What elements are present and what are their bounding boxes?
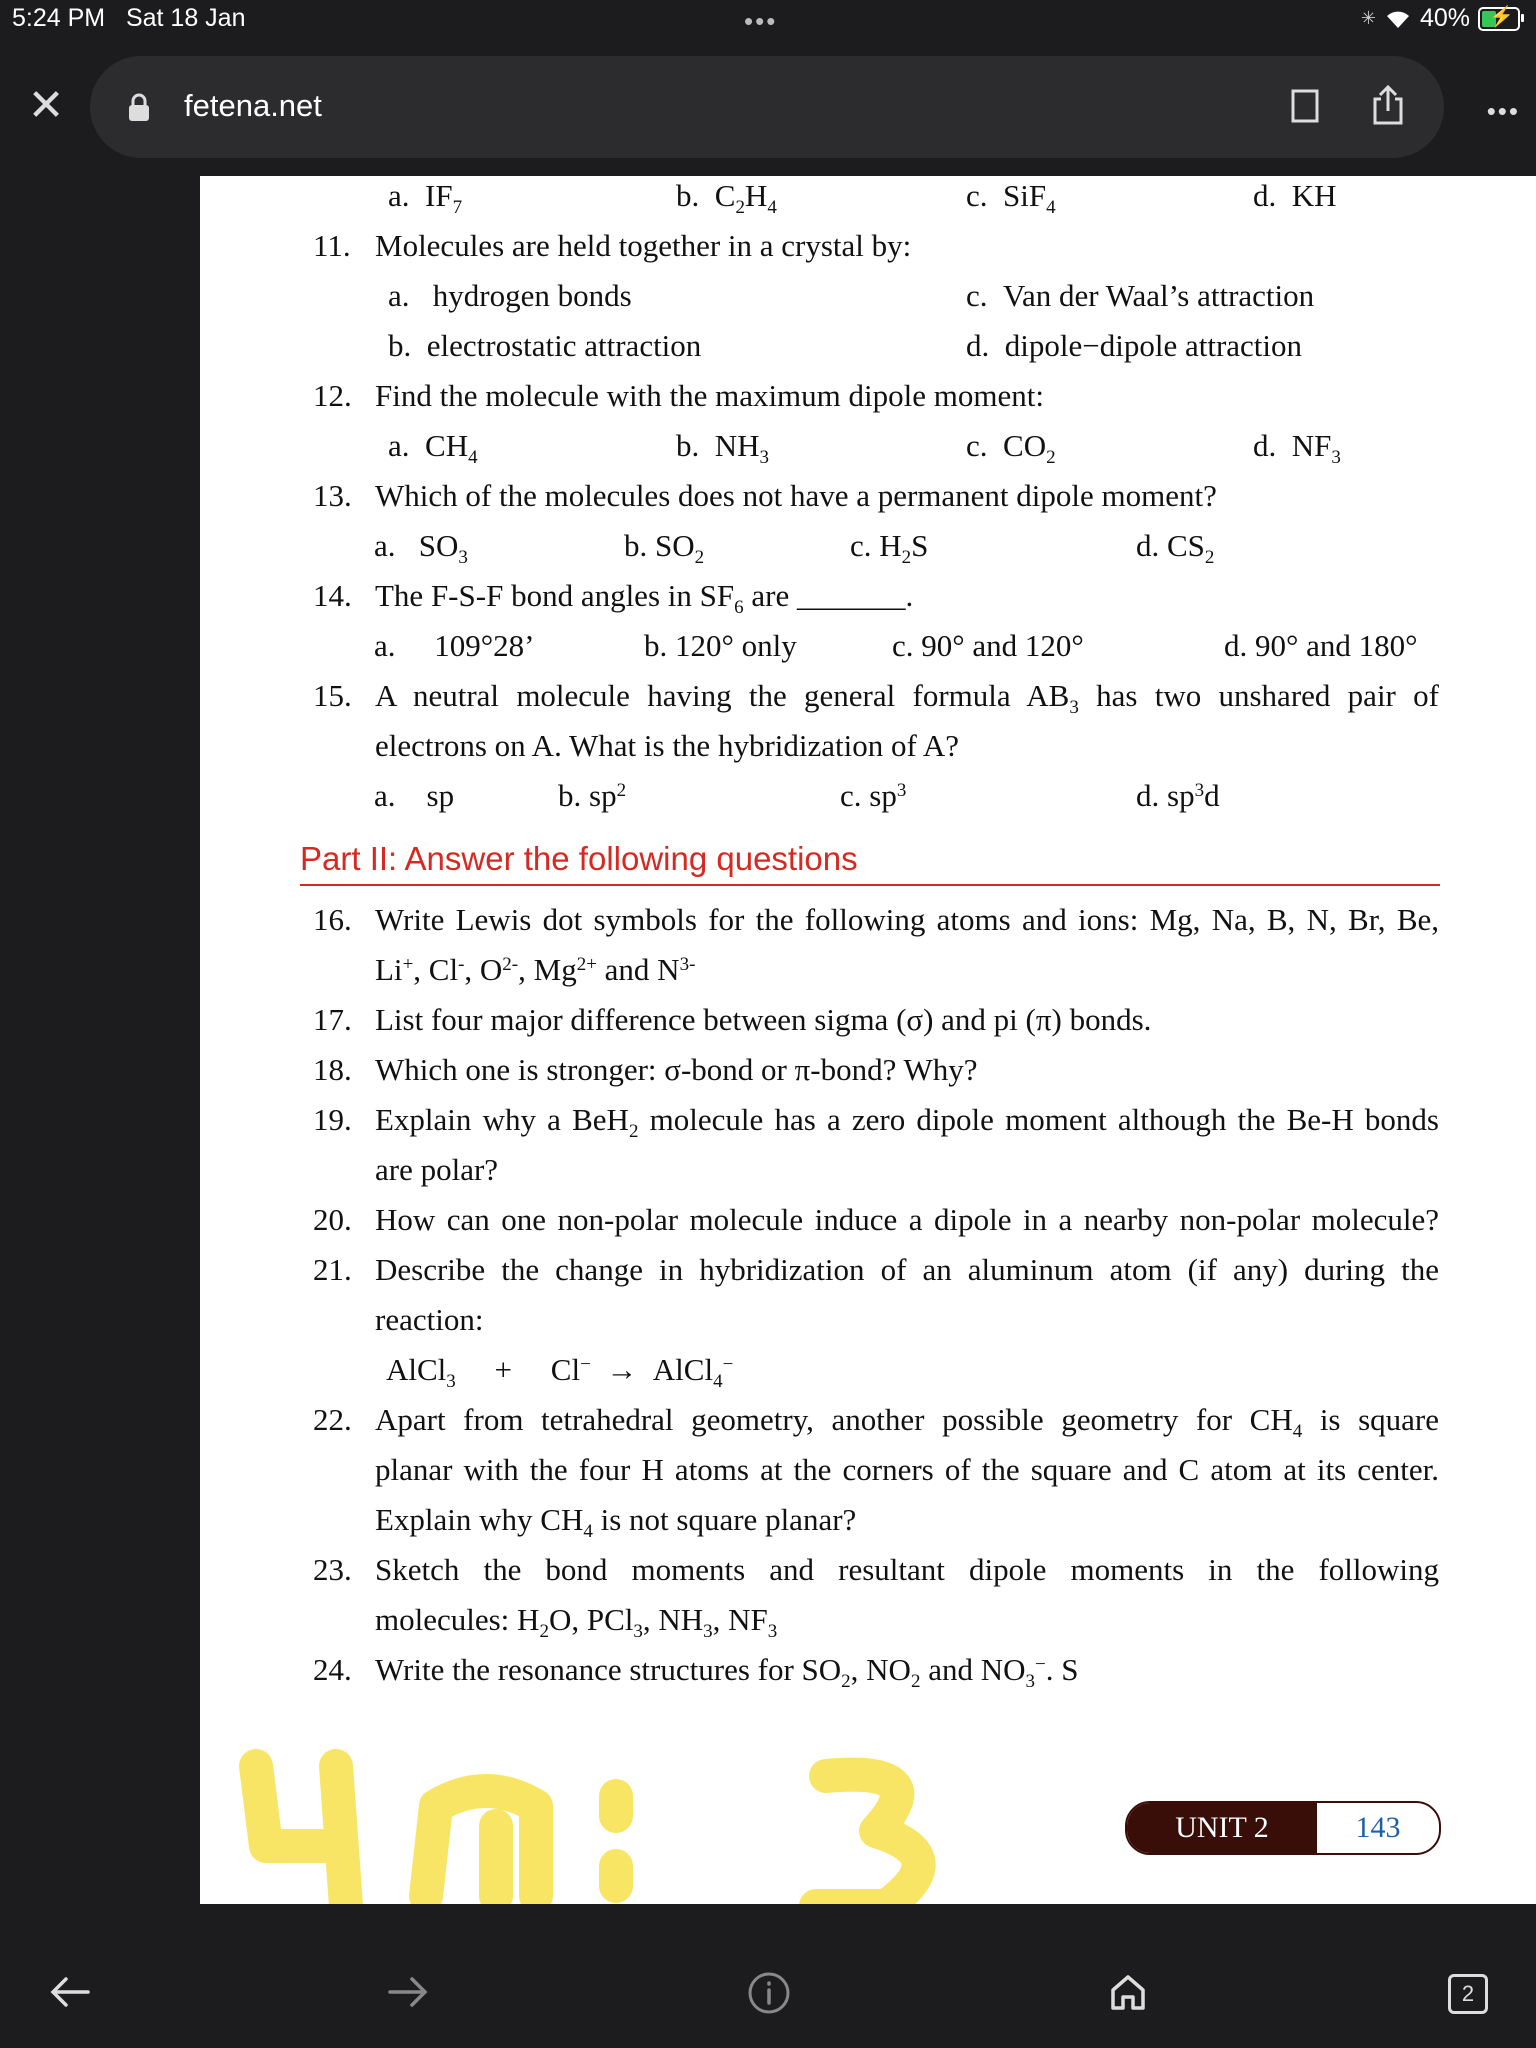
q15-option-d: d. $sp^3d$: [1136, 778, 1220, 813]
q21-text-line2: reaction:: [375, 1302, 484, 1337]
q14-option-c: c. 90° and 120°: [892, 628, 1084, 663]
browser-toolbar: [0, 56, 1536, 162]
forward-arrow-icon[interactable]: [386, 1974, 430, 2010]
wifi-icon: [1384, 8, 1412, 30]
unit-badge: [1125, 1801, 1441, 1855]
q16-text-line1: Write Lewis dot symbols for the following atoms and ions: Mg, Na, B, N, Br, Be,: [375, 902, 1439, 937]
highlighter-scribble: [236, 1736, 956, 1904]
q12-option-a: a. $CH_4$: [388, 428, 478, 468]
q21-number: 21.: [313, 1252, 352, 1287]
q10-option-a: a. $IF_7$: [388, 178, 463, 218]
q12-number: 12.: [313, 378, 352, 413]
q22-text-line3: Explain why $CH_4$ is not square planar?: [375, 1502, 857, 1542]
q11-option-d: d. dipole−dipole attraction: [966, 328, 1303, 363]
q14-option-d: d. 90° and 180°: [1224, 628, 1418, 663]
share-icon[interactable]: [1370, 84, 1406, 126]
q13-option-a: a. $SO_3$: [374, 528, 468, 568]
q11-number: 11.: [313, 228, 351, 263]
q12-option-d: d. $NF_3$: [1253, 428, 1341, 468]
battery-icon: ⚡: [1478, 7, 1520, 31]
heading-underline: [300, 884, 1440, 886]
q10-option-c: c. SiF$_4$: [966, 178, 1056, 218]
q22-number: 22.: [313, 1402, 352, 1437]
battery-percent: 40%: [1419, 4, 1470, 32]
unit-label: UNIT 2: [1127, 1803, 1317, 1853]
q15-option-a: a. sp: [374, 778, 455, 813]
q16-text-line2: Li+, Cl-, $O^{2-}$, $Mg^{2+}$ and $N^{3-}$: [375, 952, 696, 987]
q10-option-b: b. $C_2H_4$: [676, 178, 777, 218]
url-text[interactable]: fetena.net: [184, 88, 322, 123]
more-icon[interactable]: •••: [1486, 96, 1520, 126]
q13-option-d: d. $CS_2$: [1136, 528, 1215, 568]
q10-option-d: d. KH: [1253, 178, 1337, 213]
q13-text: Which of the molecules does not have a permanent dipole moment?: [375, 478, 1217, 513]
q17-number: 17.: [313, 1002, 352, 1037]
q14-number: 14.: [313, 578, 352, 613]
q18-text: Which one is stronger: σ-bond or π-bond? Why?: [375, 1052, 978, 1087]
q13-option-c: c. $H_2S$: [850, 528, 929, 568]
multitask-dots-icon[interactable]: •••: [744, 6, 778, 36]
q12-option-c: c. $CO_2$: [966, 428, 1056, 468]
address-bar[interactable]: [90, 56, 1444, 158]
q17-text: List four major difference between sigma (σ) and pi (π) bonds.: [375, 1002, 1152, 1037]
q18-number: 18.: [313, 1052, 352, 1087]
home-icon[interactable]: [1108, 1972, 1148, 2012]
q11-option-a: a. hydrogen bonds: [388, 278, 632, 313]
back-arrow-icon[interactable]: [48, 1974, 92, 2010]
q14-text: The F-S-F bond angles in $SF_6$ are _______.: [375, 578, 914, 618]
part-heading: Part II: Answer the following questions: [300, 840, 858, 877]
bookmark-icon[interactable]: [1290, 88, 1320, 124]
q22-text-line2: planar with the four H atoms at the corners of the square and C atom at its center.: [375, 1452, 1439, 1487]
q19-text-line2: are polar?: [375, 1152, 499, 1187]
q24-number: 24.: [313, 1652, 352, 1687]
q19-number: 19.: [313, 1102, 352, 1137]
status-indicators: [1361, 4, 1520, 33]
tabs-count: 2: [1461, 1981, 1475, 2006]
q14-option-a: a. 109°28’: [374, 628, 535, 663]
q20-number: 20.: [313, 1202, 352, 1237]
q23-number: 23.: [313, 1552, 352, 1587]
q19-text-line1: Explain why a BeH$_2$ molecule has a zero dipole moment although the Be-H bonds: [375, 1102, 1439, 1142]
q11-option-c: c. Van der Waal’s attraction: [966, 278, 1315, 313]
q12-option-b: b. $NH_3$: [676, 428, 770, 468]
q15-number: 15.: [313, 678, 352, 713]
q23-text-line1: Sketch the bond moments and resultant dipole moments in the following: [375, 1552, 1439, 1587]
close-icon[interactable]: ✕: [27, 81, 65, 130]
q15-text-line1: A neutral molecule having the general formula $AB_3$ has two unshared pair of: [375, 678, 1439, 718]
q15-text-line2: electrons on A. What is the hybridization of A?: [375, 728, 959, 763]
tabs-icon[interactable]: [1448, 1974, 1488, 2014]
q24-text: Write the resonance structures for $SO_2$, $NO_2$ and $NO_3^-$. S: [375, 1652, 1079, 1692]
q21-equation: AlCl$_3$ + Cl− → AlCl$_4$−: [386, 1352, 734, 1392]
q23-text-line2: molecules: $H_2O$, PCl$_3$, $NH_3$, $NF_3$: [375, 1602, 778, 1642]
info-icon[interactable]: [746, 1970, 792, 2016]
q12-text: Find the molecule with the maximum dipole moment:: [375, 378, 1044, 413]
q15-option-c: c. $sp^3$: [840, 778, 907, 813]
q21-text-line1: Describe the change in hybridization of an aluminum atom (if any) during the: [375, 1252, 1439, 1287]
status-bar: [0, 0, 1536, 44]
q15-option-b: b. $sp^2$: [558, 778, 627, 813]
q13-option-b: b. $SO_2$: [624, 528, 705, 568]
page-number: 143: [1355, 1811, 1401, 1844]
status-time: 5:24 PM Sat 18 Jan: [12, 4, 246, 32]
document-page: [200, 176, 1536, 1904]
q14-option-b: b. 120° only: [644, 628, 797, 663]
q13-number: 13.: [313, 478, 352, 513]
bottom-toolbar: [0, 1938, 1536, 2048]
q22-text-line1: Apart from tetrahedral geometry, another possible geometry for $CH_4$ is square: [375, 1402, 1439, 1442]
q16-number: 16.: [313, 902, 352, 937]
activity-icon: ✳: [1360, 8, 1376, 28]
q11-text: Molecules are held together in a crystal by:: [375, 228, 912, 263]
lock-icon: [128, 92, 150, 122]
q11-option-b: b. electrostatic attraction: [388, 328, 702, 363]
q20-text: How can one non-polar molecule induce a dipole in a nearby non-polar molecule?: [375, 1202, 1439, 1237]
